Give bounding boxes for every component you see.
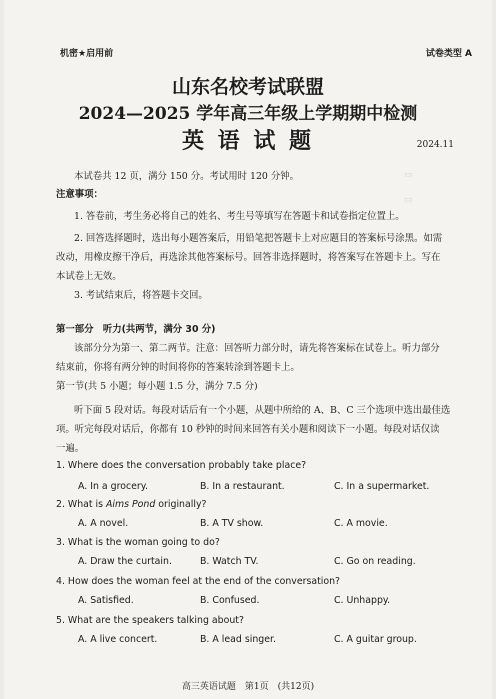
- confidential-label: 机密★启用前: [60, 49, 114, 59]
- subject-title: 英 语 试 题: [182, 128, 314, 154]
- question-1-option-a: A. In a grocery.: [78, 481, 148, 492]
- section1-heading: 第一节(共 5 小题；每小题 1.5 分，满分 7.5 分): [56, 381, 258, 392]
- question-3-option-b: B. Watch TV.: [200, 556, 259, 567]
- page-footer: 高三英语试题 第1页 (共12页): [181, 682, 315, 692]
- question-2: [56, 499, 206, 510]
- section1-instructions-line3: 一遍。: [56, 443, 85, 454]
- question-4-option-a: A. Satisfied.: [78, 595, 134, 606]
- intro-text: 本试卷共 12 页，满分 150 分。考试用时 120 分钟。: [74, 171, 299, 182]
- question-1-option-c: C. In a supermarket.: [334, 481, 430, 492]
- notes-heading: 注意事项：: [56, 189, 103, 200]
- part1-heading: 第一部分 听力(共两节，满分 30 分): [56, 324, 216, 335]
- question-3-option-c: C. Go on reading.: [334, 556, 416, 567]
- question-1: 1. Where does the conversation probably take place?: [56, 460, 307, 471]
- question-1-option-b: B. In a restaurant.: [200, 481, 285, 492]
- bleed-through-mark: ▭: [404, 170, 413, 180]
- section1-instructions-line2: 项。听完每段对话后，你都有 10 秒钟的时间来回答有关小题和阅读下一小题。每段对话仅读: [56, 424, 440, 435]
- question-5-option-c: C. A guitar group.: [334, 634, 417, 645]
- bleed-through-mark: ▭: [404, 195, 413, 205]
- part1-desc-line1: 该部分分为第一、第二两节。注意：回答听力部分时，请先将答案标在试卷上。听力部分: [74, 343, 440, 354]
- question-2-option-c: C. A movie.: [334, 518, 388, 529]
- notes-item-3: 3. 考试结束后，将答题卡交回。: [74, 290, 208, 301]
- question-2-option-a: A. A novel.: [78, 518, 129, 529]
- question-4: 4. How does the woman feel at the end of the conversation?: [56, 576, 341, 587]
- section1-instructions-line1: 听下面 5 段对话。每段对话后有一个小题，从题中所给的 A、B、C 三个选项中选出最佳选: [74, 405, 451, 416]
- exam-term-title: 2024—2025 学年高三年级上学期期中检测: [78, 104, 418, 124]
- question-2-text-post: originally?: [155, 499, 207, 510]
- exam-date: 2024.11: [416, 140, 454, 150]
- question-3-option-a: A. Draw the curtain.: [78, 556, 172, 567]
- question-5: 5. What are the speakers talking about?: [56, 615, 244, 626]
- part1-desc-line2: 结束前，你将有两分钟的时间将你的答案转涂到答题卡上。: [56, 362, 300, 373]
- notes-item-1: 1. 答卷前，考生务必将自己的姓名、考生号等填写在答题卡和试卷指定位置上。: [74, 211, 405, 222]
- notes-item-2-line3: 本试卷上无效。: [56, 271, 122, 282]
- notes-item-2-line1: 2. 回答选择题时，选出每小题答案后，用铅笔把答题卡上对应题目的答案标号涂黑。如需: [74, 233, 443, 244]
- question-4-option-b: B. Confused.: [200, 595, 260, 606]
- paper-type-label: 试卷类型 A: [425, 49, 472, 59]
- question-3: 3. What is the woman going to do?: [56, 537, 220, 548]
- exam-union-title: 山东名校考试联盟: [171, 76, 324, 98]
- notes-item-2-line2: 改动，用橡皮擦干净后，再选涂其他答案标号。回答非选择题时，将答案写在答题卡上。写在: [56, 252, 441, 263]
- question-4-option-c: C. Unhappy.: [334, 595, 391, 606]
- question-2-option-b: B. A TV show.: [200, 518, 264, 529]
- question-2-text-pre: 2. What is: [56, 499, 107, 510]
- question-2-title-emphasis: Aims Pond: [106, 499, 156, 510]
- exam-page: [4, 0, 492, 699]
- question-5-option-a: A. A live concert.: [78, 634, 158, 645]
- question-5-option-b: B. A lead singer.: [200, 634, 276, 645]
